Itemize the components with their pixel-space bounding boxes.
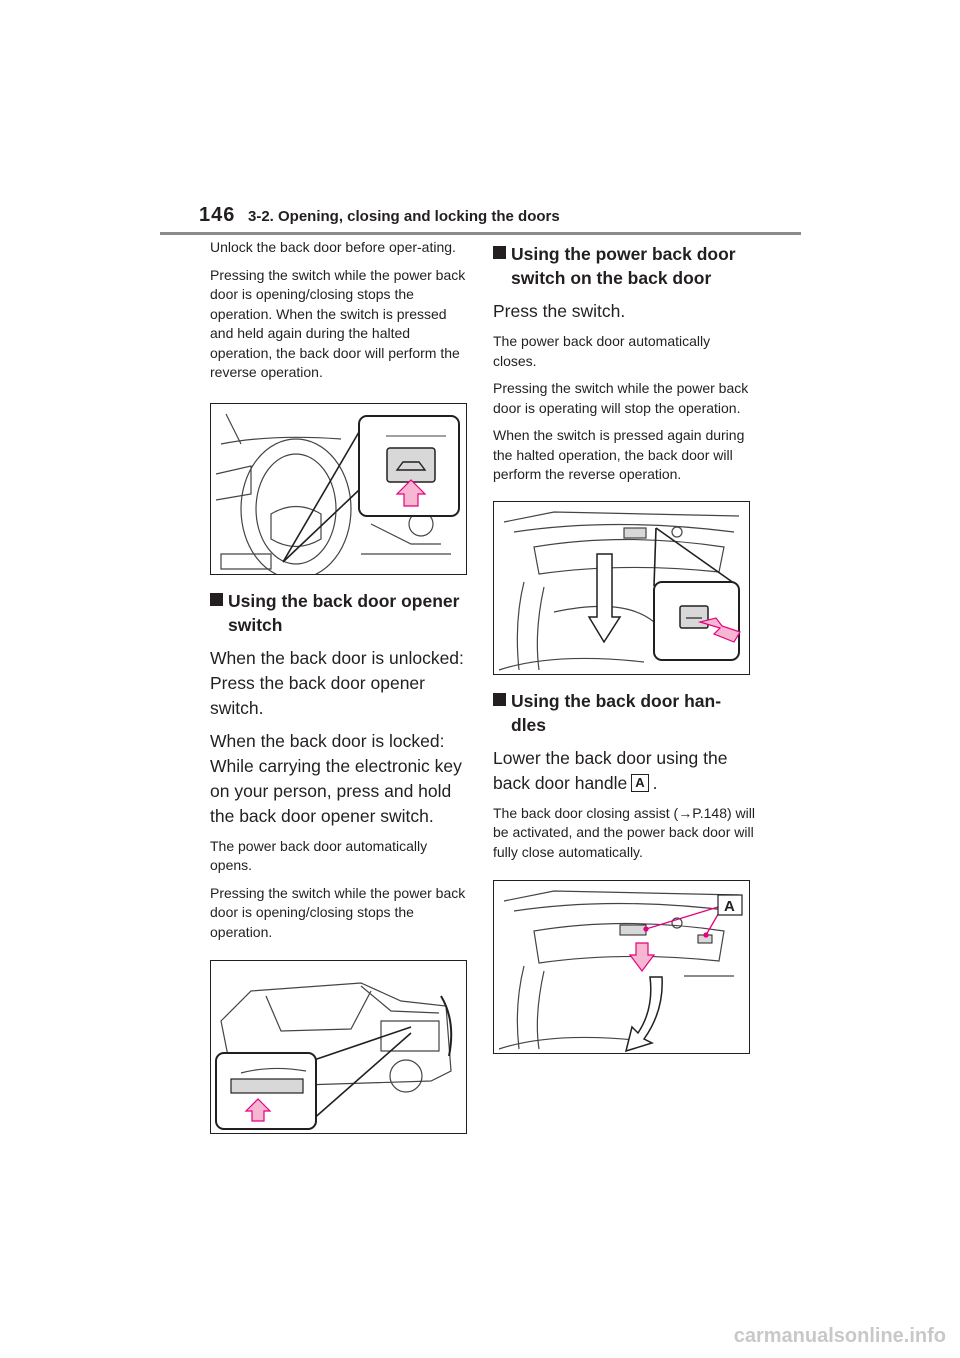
figure-back-door-handle — [493, 880, 750, 1054]
right-paragraph-lower: Lower the back door using the back door handle A . — [493, 747, 728, 793]
right-paragraph-closes: The power back door automatically closes. — [493, 333, 711, 369]
heading-bullet-icon — [493, 693, 506, 706]
left-paragraph-unlock: Unlock the back door before oper-ating. — [210, 239, 456, 255]
heading-power-switch: Using the power back door switch on the back door — [493, 242, 755, 290]
figure-dashboard-switch — [210, 403, 467, 575]
heading-bullet-icon — [493, 246, 506, 259]
left-paragraph-opens: The power back door automatically opens. — [210, 837, 428, 873]
figure-rear-vehicle-switch — [210, 960, 467, 1134]
figure-back-door-switch — [493, 501, 750, 675]
heading-bullet-icon — [210, 593, 223, 606]
figure-callout-a: A — [724, 898, 735, 915]
header-rule — [160, 232, 801, 235]
right-paragraph-press: Press the switch. — [493, 301, 626, 321]
right-paragraph-closing-assist: The back door closing assist (→P.148) will be activated, and the power back door will fully close automatically. — [493, 804, 755, 860]
left-paragraph-stops: Pressing the switch while the power back door is opening/closing stops the operation. — [210, 884, 466, 940]
section-title: 3-2. Opening, closing and locking the doors — [248, 208, 560, 225]
heading-back-door-handles: Using the back door han-dles — [493, 689, 755, 737]
left-paragraph-locked: When the back door is locked: While carrying the electronic key on your person, press and hold the back door opener switch. — [210, 730, 462, 826]
page-number: 146 — [199, 204, 236, 226]
watermark: carmanualsonline.info — [733, 1325, 946, 1347]
left-paragraph-pressing: Pressing the switch while the power back door is opening/closing stops the operation. When the switch is pressed and held again during the halted operation, the back door will perform the reverse operation. — [210, 266, 466, 380]
right-paragraph-reverse: When the switch is pressed again during the halted operation, the back door will perform the reverse operation. — [493, 427, 745, 482]
right-column — [493, 238, 755, 1054]
heading-opener-switch: Using the back door opener switch — [210, 589, 472, 637]
left-column — [210, 238, 472, 1134]
right-paragraph-stop: Pressing the switch while the power back door is operating will stop the operation. — [493, 380, 749, 416]
left-paragraph-unlocked: When the back door is unlocked: Press the back door opener switch. — [210, 647, 464, 718]
callout-badge-a: A — [631, 774, 648, 792]
